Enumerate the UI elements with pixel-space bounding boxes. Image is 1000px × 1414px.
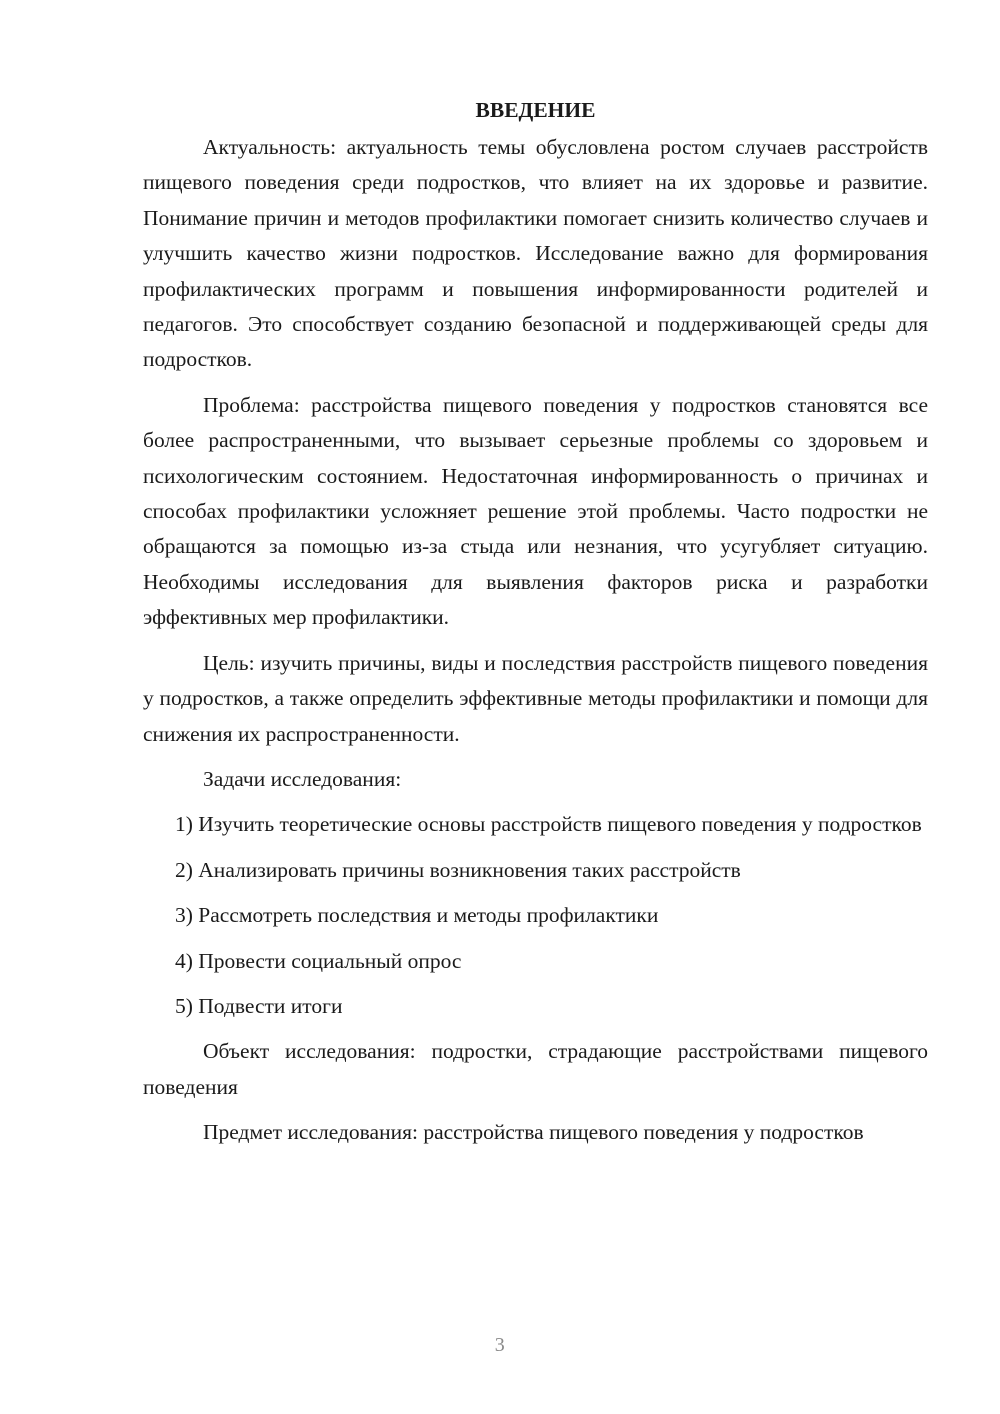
paragraph-subject: Предмет исследования: расстройства пищевого поведения у подростков (203, 1120, 864, 1145)
task-item: 3) Рассмотреть последствия и методы профилактики (175, 903, 659, 928)
tasks-heading: Задачи исследования: (203, 766, 402, 791)
task-item: 4) Провести социальный опрос (175, 948, 462, 973)
paragraph-object: Объект исследования: подростки, страдающие расстройствами пищевого поведения (143, 1039, 928, 1099)
task-item: 2) Анализировать причины возникновения таких расстройств (175, 857, 741, 882)
page-number: 3 (494, 1334, 506, 1356)
tasks-list (143, 807, 928, 1024)
task-item: 1) Изучить теоретические основы расстройств пищевого поведения у подростков (175, 812, 922, 837)
paragraph-problem: Проблема: расстройства пищевого поведения у подростков становятся все более распространенными, что вызывает серьезные проблемы со здоровьем и психологическим состоянием. Недостаточная информированность о причинах и способах профилактики усложняет решение этой проблемы. Часто подростки не обращаются за помощью из-за стыда или незнания, что усугубляет ситуацию. Необходимы исследования для выявления факторов риска и разработки эффективных мер профилактики. (143, 392, 928, 630)
paragraph-relevance: Актуальность: актуальность темы обусловлена ростом случаев расстройств пищевого поведения среди подростков, что влияет на их здоровье и развитие. Понимание причин и методов профилактики помогает снизить количество случаев и улучшить качество жизни подростков. Исследование важно для формирования профилактических программ и повышения информированности родителей и педагогов. Это способствует созданию безопасной и поддерживающей среды для подростков. (143, 135, 928, 372)
task-item: 5) Подвести итоги (175, 993, 343, 1018)
paragraph-goal: Цель: изучить причины, виды и последствия расстройств пищевого поведения у подростков, а также определить эффективные методы профилактики и помощи для снижения их распространенности. (143, 650, 928, 746)
page-title: ВВЕДЕНИЕ (475, 98, 596, 122)
document-page (143, 92, 928, 1161)
